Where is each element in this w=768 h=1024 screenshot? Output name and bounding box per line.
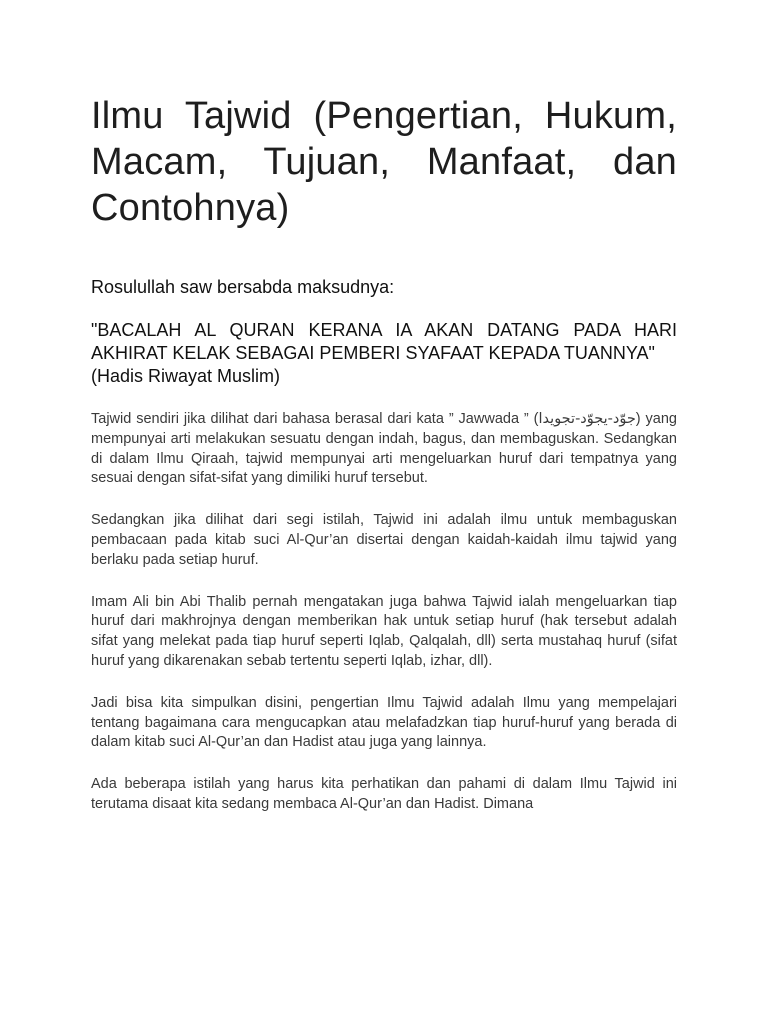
hadith-quote	[91, 319, 677, 388]
paragraph-imam-ali: Imam Ali bin Abi Thalib pernah mengatakan juga bahwa Tajwid ialah mengeluarkan tiap huruf dari makhrojnya dengan memberikan hak untuk setiap huruf (hak tersebut adalah sifat yang melekat pada tiap huruf seperti Iqlab, Qalqalah, dll) serta mustahaq huruf (sifat huruf yang dikarenakan sebab tertentu seperti Iqlab, izhar, dll).	[91, 593, 677, 669]
hadith-quote-text: "BACALAH AL QURAN KERANA IA AKAN DATANG PADA HARI AKHIRAT KELAK SEBAGAI PEMBERI SYAFAAT KEPADA TUANNYA"	[91, 320, 677, 363]
paragraph-conclusion: Jadi bisa kita simpulkan disini, pengertian Ilmu Tajwid adalah Ilmu yang mempelajari tentang bagaimana cara mengucapkan atau melafadzkan tiap huruf-huruf yang berada di dalam kitab suci Al-Qur’an dan Hadist atau juga yang lainnya.	[91, 694, 677, 751]
hadith-intro: Rosulullah saw bersabda maksudnya:	[91, 277, 395, 297]
document-page	[91, 93, 677, 815]
paragraph-terms: Ada beberapa istilah yang harus kita perhatikan dan pahami di dalam Ilmu Tajwid ini terutama disaat kita sedang membaca Al-Qur’an dan Hadist. Dimana	[91, 776, 677, 812]
arabic-word: جوّد-يجوّد-تجويدا	[538, 411, 636, 427]
document-title: Ilmu Tajwid (Pengertian, Hukum, Macam, Tujuan, Manfaat, dan Contohnya)	[91, 95, 677, 229]
paragraph-terminology: Sedangkan jika dilihat dari segi istilah, Tajwid ini adalah ilmu untuk membaguskan pembacaan pada kitab suci Al-Qur’an disertai dengan kaidah-kaidah ilmu tajwid yang berlaku pada setiap huruf.	[91, 512, 677, 568]
paragraph-etymology-end: ) yang mempunyai arti melakukan sesuatu dengan indah, bagus, dan membaguskan. Sedangkan di dalam Ilmu Qiraah, tajwid mempunyai arti mengeluarkan huruf dari tempatnya yang sesuai dengan sifat-sifat yang dimiliki huruf tersebut.	[91, 411, 677, 487]
hadith-source: (Hadis Riwayat Muslim)	[91, 366, 281, 386]
paragraph-etymology-start: Tajwid sendiri jika dilihat dari bahasa berasal dari kata ” Jawwada ” (	[91, 411, 539, 427]
paragraph-etymology	[91, 410, 677, 489]
